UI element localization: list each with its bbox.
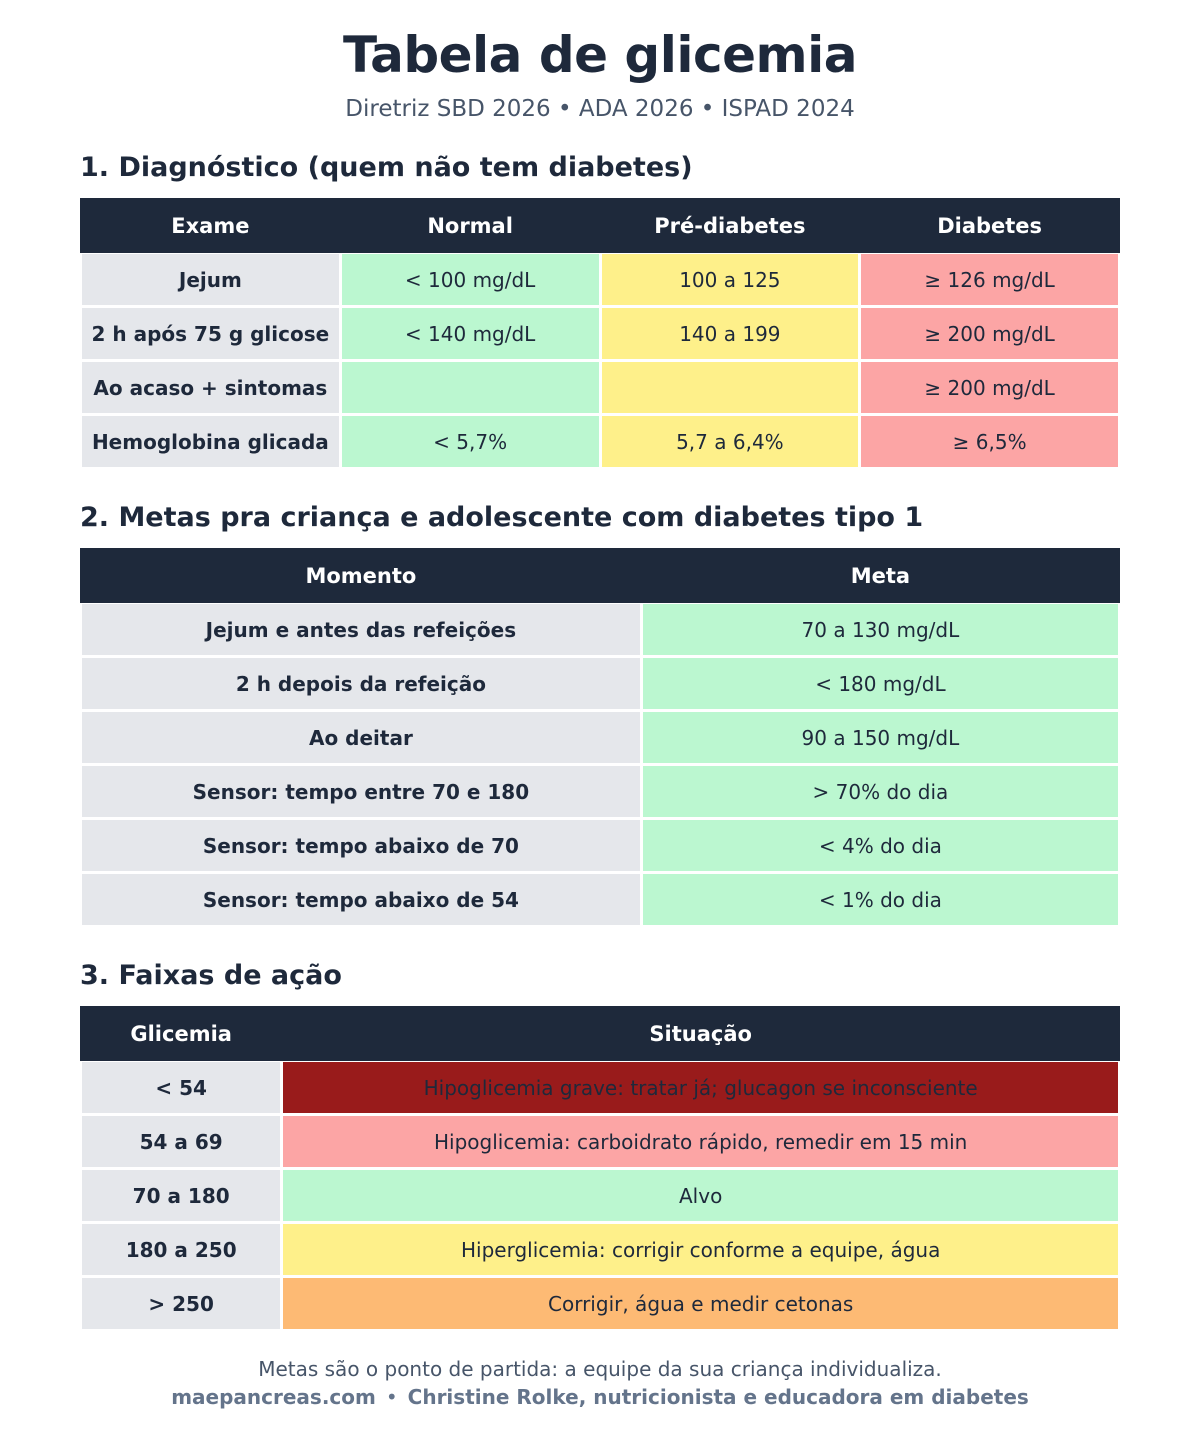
exam-cell: 2 h após 75 g glicose [82, 308, 339, 359]
table-row [82, 820, 1118, 871]
range-cell: 180 a 250 [82, 1224, 280, 1275]
page-subtitle: Diretriz SBD 2026 • ADA 2026 • ISPAD 2024 [345, 96, 855, 122]
diabetes-cell: ≥ 126 mg/dL [861, 254, 1118, 305]
moment-cell: Jejum e antes das refeições [82, 604, 640, 655]
goal-cell: < 1% do dia [643, 874, 1118, 925]
table-row [82, 1278, 1118, 1329]
footer-credits [0, 1383, 1200, 1411]
page-title: Tabela de glicemia [342, 26, 858, 84]
prediabetes-cell: 5,7 a 6,4% [602, 416, 859, 467]
goal-cell: 70 a 130 mg/dL [643, 604, 1118, 655]
table-header-row [82, 550, 1118, 601]
goal-cell: > 70% do dia [643, 766, 1118, 817]
table-row [82, 308, 1118, 359]
table-row [82, 604, 1118, 655]
range-cell: 54 a 69 [82, 1116, 280, 1167]
table-row [82, 416, 1118, 467]
normal-cell [342, 362, 599, 413]
goal-cell: < 180 mg/dL [643, 658, 1118, 709]
table-header-row [82, 200, 1118, 251]
prediabetes-cell [602, 362, 859, 413]
diabetes-cell: ≥ 200 mg/dL [861, 308, 1118, 359]
range-cell: < 54 [82, 1062, 280, 1113]
section-title-goals: 2. Metas pra criança e adolescente com diabetes tipo 1 [80, 502, 924, 533]
exam-cell: Ao acaso + sintomas [82, 362, 339, 413]
table-row [82, 254, 1118, 305]
table-row [82, 874, 1118, 925]
diagnosis-table [79, 197, 1121, 470]
table-row [82, 1062, 1118, 1113]
footer-note: Metas são o ponto de partida: a equipe da sua criança individualiza. [258, 1357, 942, 1381]
action-ranges-table [79, 1005, 1121, 1332]
situation-cell: Alvo [283, 1170, 1118, 1221]
column-header-glycemia: Glicemia [82, 1008, 280, 1059]
table-row [82, 1170, 1118, 1221]
column-header-prediabetes: Pré-diabetes [602, 200, 859, 251]
column-header-situation: Situação [283, 1008, 1118, 1059]
column-header-normal: Normal [342, 200, 599, 251]
moment-cell: Sensor: tempo abaixo de 70 [82, 820, 640, 871]
table-row [82, 362, 1118, 413]
section-title-action-ranges: 3. Faixas de ação [80, 960, 342, 991]
normal-cell: < 100 mg/dL [342, 254, 599, 305]
range-cell: > 250 [82, 1278, 280, 1329]
goal-cell: 90 a 150 mg/dL [643, 712, 1118, 763]
column-header-exam: Exame [82, 200, 339, 251]
diabetes-cell: ≥ 6,5% [861, 416, 1118, 467]
table-row [82, 766, 1118, 817]
column-header-moment: Momento [82, 550, 640, 601]
footer-author: Christine Rolke, nutricionista e educadora em diabetes [407, 1385, 1029, 1409]
normal-cell: < 140 mg/dL [342, 308, 599, 359]
situation-cell: Hipoglicemia: carboidrato rápido, remedir em 15 min [283, 1116, 1118, 1167]
table-row [82, 712, 1118, 763]
diabetes-cell: ≥ 200 mg/dL [861, 362, 1118, 413]
table-row [82, 1224, 1118, 1275]
prediabetes-cell: 140 a 199 [602, 308, 859, 359]
column-header-goal: Meta [643, 550, 1118, 601]
situation-cell: Hiperglicemia: corrigir conforme a equipe, água [283, 1224, 1118, 1275]
moment-cell: Ao deitar [82, 712, 640, 763]
table-row [82, 658, 1118, 709]
section-title-diagnosis: 1. Diagnóstico (quem não tem diabetes) [80, 152, 693, 183]
footer-separator: • [385, 1385, 398, 1409]
exam-cell: Hemoglobina glicada [82, 416, 339, 467]
moment-cell: 2 h depois da refeição [82, 658, 640, 709]
table-header-row [82, 1008, 1118, 1059]
normal-cell: < 5,7% [342, 416, 599, 467]
footer-site-link[interactable]: maepancreas.com [171, 1385, 376, 1409]
exam-cell: Jejum [82, 254, 339, 305]
situation-cell: Corrigir, água e medir cetonas [283, 1278, 1118, 1329]
table-row [82, 1116, 1118, 1167]
range-cell: 70 a 180 [82, 1170, 280, 1221]
moment-cell: Sensor: tempo abaixo de 54 [82, 874, 640, 925]
column-header-diabetes: Diabetes [861, 200, 1118, 251]
goals-table [79, 547, 1121, 928]
moment-cell: Sensor: tempo entre 70 e 180 [82, 766, 640, 817]
goal-cell: < 4% do dia [643, 820, 1118, 871]
prediabetes-cell: 100 a 125 [602, 254, 859, 305]
situation-cell: Hipoglicemia grave: tratar já; glucagon se inconsciente [283, 1062, 1118, 1113]
